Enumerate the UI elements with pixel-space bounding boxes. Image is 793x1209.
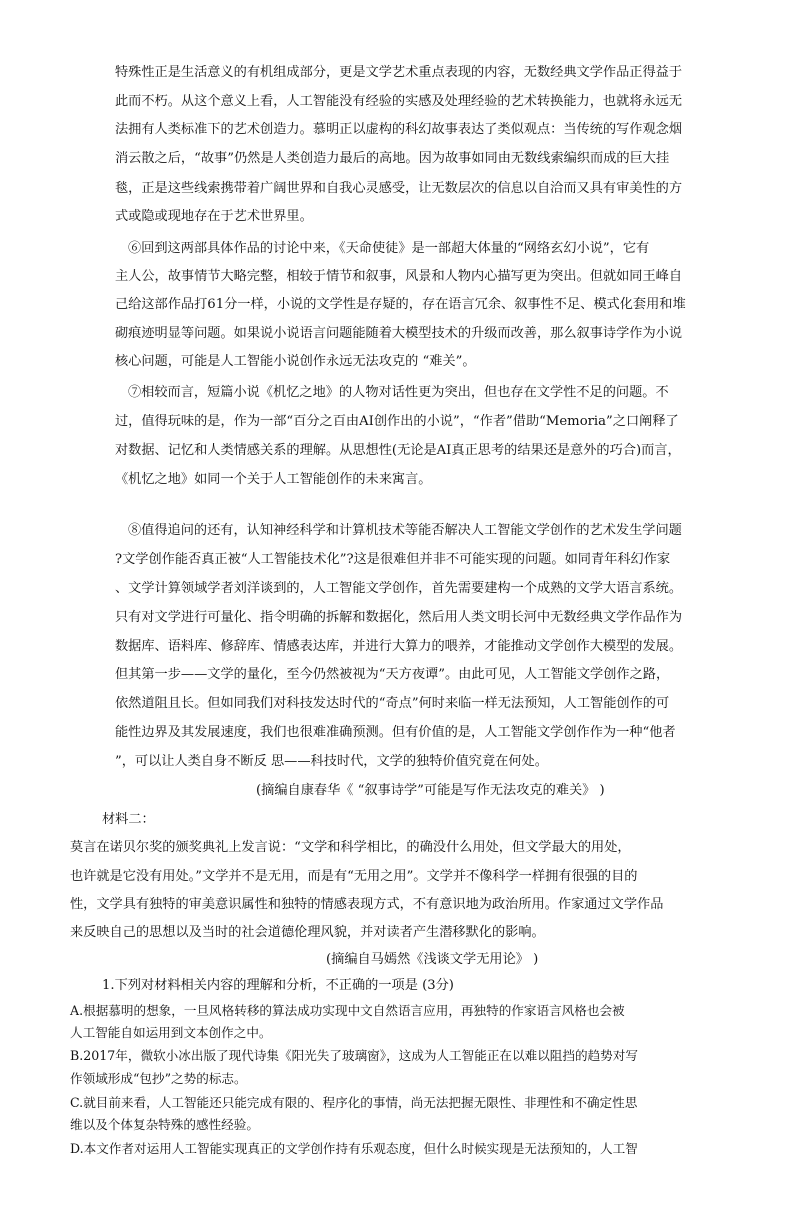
text-line: ?文学创作能否真正被“人工智能技术化”?这是很难但并非不可能实现的问题。如同青年科幻作家 [115, 552, 671, 567]
text-line: 能性边界及其发展速度，我们也很难准确预测。但有价值的是，人工智能文学创作作为一种“他者 [115, 725, 676, 740]
text-line: 来反映自己的思想以及当时的社会道德伦理风貌，并对读者产生潜移默化的影响。 [70, 925, 545, 940]
text-line: 毯，正是这些线索携带着广阔世界和自我心灵感受，让无数层次的信息以自洽而又具有审美性的方 [115, 181, 683, 196]
option-c: C.就目前来看，人工智能还只能完成有限的、程序化的事情，尚无法把握无限性、非理性和不确定性思 [70, 1095, 638, 1110]
text-line: 数据库、语料库、修辞库、情感表达库，并进行大算力的喂养，才能推动文学创作大模型的发展。 [115, 639, 683, 654]
text-line: 但其第一步——文学的量化，至今仍然被视为“天方夜谭”。由此可见，人工智能文学创作之路， [115, 667, 670, 682]
text-line: 式或隐或现地存在于艺术世界里。 [115, 209, 313, 224]
option-b-cont: 作领域形成“包抄”之势的标志。 [70, 1071, 247, 1086]
option-d: D.本文作者对运用人工智能实现真正的文学创作持有乐观态度，但什么时候实现是无法预知的，人工智 [70, 1141, 638, 1156]
text-line: 消云散之后，“故事”仍然是人类创造力最后的高地。因为故事如同由无数线索编织而成的巨大挂 [115, 151, 670, 166]
text-line: ”，可以让人类自身不断反 思——科技时代，文学的独特价值究竟在何处。 [115, 754, 548, 769]
paragraph-7-start: ⑦相较而言，短篇小说《机忆之地》的人物对话性更为突出，但也存在文学性不足的问题。不 [128, 385, 669, 400]
text-line: 也许就是它没有用处。”文学并不是无用，而是有“无用之用”。文学并不像科学一样拥有很强的目的 [70, 869, 638, 884]
text-line: 主人公，故事情节大略完整，相较于情节和叙事，风景和人物内心描写更为突出。但就如同王峰自 [115, 269, 683, 284]
text-line: 性，文学具有独特的审美意识属性和独特的情感表现方式，不有意识地为政治所用。作家通过文学作品 [70, 897, 664, 912]
text-line: 只有对文学进行可量化、指令明确的拆解和数据化，然后用人类文明长河中无数经典文学作品作为 [115, 610, 683, 625]
text-line: 特殊性正是生活意义的有机组成部分，更是文学艺术重点表现的内容，无数经典文学作品正得益于 [115, 65, 683, 80]
option-a-cont: 人工智能自如运用到文本创作之中。 [70, 1025, 272, 1040]
text-line: 己给这部作品打61分一样，小说的文学性是存疑的，存在语言冗余、叙事性不足、模式化套用和堆 [115, 297, 686, 312]
text-line: 《机忆之地》如同一个关于人工智能创作的未来寓言。 [115, 472, 432, 487]
text-line: 、文学计算领域学者刘洋谈到的，人工智能文学创作，首先需要建构一个成熟的文学大语言系统。 [115, 581, 683, 596]
paragraph-6-start: ⑥回到这两部具体作品的讨论中来，《天命使徒》是一部超大体量的“网络玄幻小说”，它有 [128, 241, 650, 256]
section-heading: 材料二： [102, 812, 155, 827]
question-stem: 1.下列对材料相关内容的理解和分析，不正确的一项是 (3分) [102, 978, 454, 993]
text-line: 过，值得玩味的是，作为一部“百分之百由AI创作出的小说”，“作者”借助“Memoria”之口阐释了 [115, 414, 679, 429]
option-b: B.2017年，微软小冰出版了现代诗集《阳光失了玻璃窗》，这成为人工智能正在以难以阻挡的趋势对写 [70, 1048, 638, 1063]
text-line: 依然道阻且长。但如同我们对科技发达时代的“奇点”何时来临一样无法预知，人工智能创作的可 [115, 696, 670, 711]
source-citation-1: (摘编自康春华《 “叙事诗学”可能是写作无法攻克的难关》 ) [256, 783, 605, 798]
option-c-cont: 维以及个体复杂特殊的感性经验。 [70, 1117, 259, 1132]
text-line: 此而不朽。从这个意义上看，人工智能没有经验的实感及处理经验的艺术转换能力，也就将永远无 [115, 94, 683, 109]
text-line: 核心问题，可能是人工智能小说创作永远无法攻克的 “难关”。 [115, 354, 476, 369]
text-line: 法拥有人类标准下的艺术创造力。慕明正以虚构的科幻故事表达了类似观点：当传统的写作观念烟 [115, 122, 683, 137]
option-a: A.根据慕明的想象，一旦风格转移的算法成功实现中文自然语言应用，再独特的作家语言风格也会被 [70, 1003, 625, 1018]
paragraph-8-start: ⑧值得追问的还有，认知神经科学和计算机技术等能否解决人工智能文学创作的艺术发生学问题 [128, 523, 682, 538]
text-line: 莫言在诺贝尔奖的颁奖典礼上发言说：“文学和科学相比，的确没什么用处，但文学最大的用处， [70, 840, 631, 855]
text-line: 对数据、记忆和人类情感关系的理解。从思想性(无论是AI真正思考的结果还是意外的巧合)而言， [115, 443, 681, 458]
source-citation-2: (摘编自马嫣然《浅谈文学无用论》 ) [326, 952, 539, 967]
text-line: 砌痕迹明显等问题。如果说小说语言问题能随着大模型技术的升级而改善，那么叙事诗学作为小说 [115, 326, 683, 341]
